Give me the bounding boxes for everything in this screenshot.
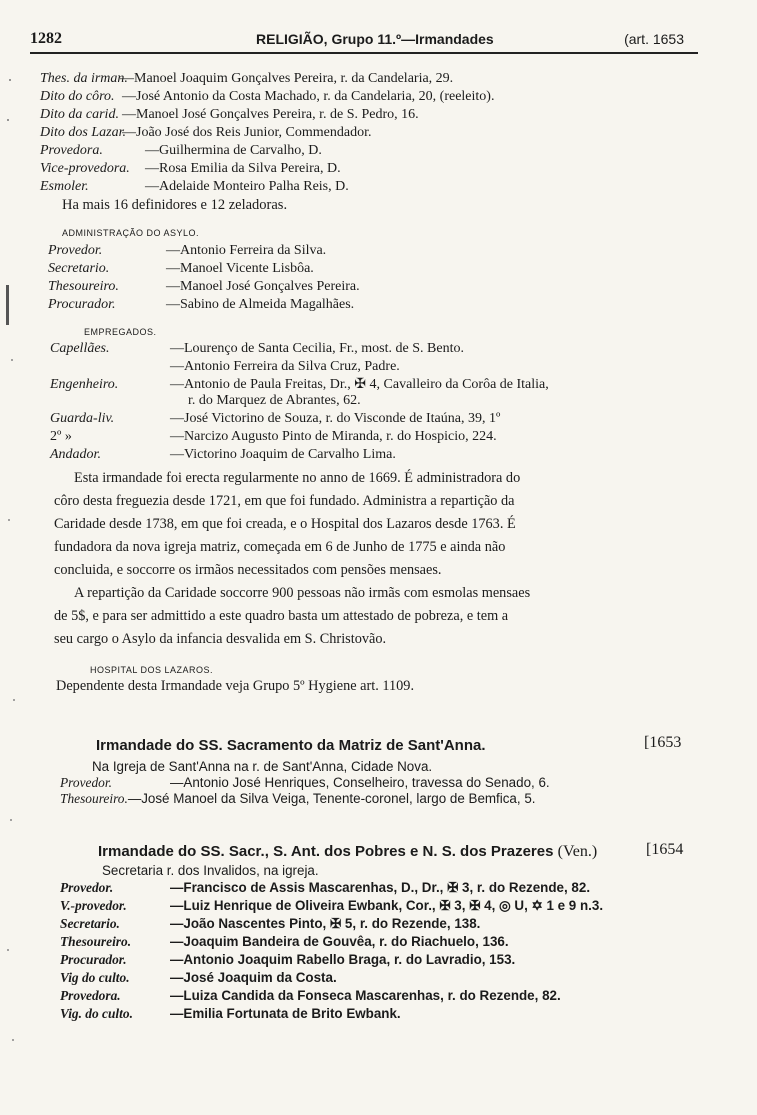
irmandade-subtitle: Secretaria r. dos Invalidos, na igreja.: [102, 863, 319, 878]
definidores-note: Ha mais 16 definidores e 12 zeladoras.: [62, 197, 288, 213]
empregado-row: Engenheiro. —Antonio de Paula Freitas, Dr., ✠ 4, Cavalleiro da Corôa de Italia,: [50, 377, 549, 392]
history-paragraph-line: concluida, e soccorre os irmãos necessitados com pensões mensaes.: [54, 562, 442, 578]
member-row: Provedor. —Francisco de Assis Mascarenhas, D., Dr., ✠ 3, r. do Rezende, 82.: [60, 880, 591, 895]
hospital-heading: HOSPITAL DOS LAZAROS.: [90, 665, 214, 675]
page-number: 1282: [30, 30, 62, 47]
history-paragraph-line: fundadora da nova igreja matriz, começada em 6 de Junho de 1775 e ainda não: [54, 539, 506, 555]
history-paragraph-line: Caridade desde 1738, em que foi creada, e o Hospital dos Lazaros desde 1763. É: [54, 516, 516, 532]
member-row: Thesoureiro. —Joaquim Bandeira de Gouvêa, r. do Riachuelo, 136.: [60, 934, 509, 949]
member-row: Vig do culto. —José Joaquim da Costa.: [60, 970, 337, 985]
hospital-text: Dependente desta Irmandade veja Grupo 5º Hygiene art. 1109.: [56, 678, 415, 694]
asylo-row: Procurador. —Sabino de Almeida Magalhães.: [48, 297, 355, 312]
history-paragraph-line: Esta irmandade foi erecta regularmente no anno de 1669. É administradora do: [74, 470, 521, 486]
empregados-heading: EMPREGADOS.: [84, 327, 157, 337]
member-row: Thesoureiro.—José Manoel da Silva Veiga, Tenente-coronel, largo de Bemfica, 5.: [60, 791, 536, 806]
asylo-row: Provedor. —Antonio Ferreira da Silva.: [48, 243, 327, 258]
officer-row: Vice-provedora. —Rosa Emilia da Silva Pereira, D.: [40, 161, 341, 176]
empregado-row: Guarda-liv. —José Victorino de Souza, r. do Visconde de Itaúna, 39, 1º: [50, 411, 501, 426]
caridade-paragraph-line: seu cargo o Asylo da infancia desvalida em S. Christovão.: [54, 631, 387, 647]
asylo-row: Thesoureiro. —Manoel José Gonçalves Pereira.: [48, 279, 360, 294]
officer-row: Esmoler. —Adelaide Monteiro Palha Reis, D.: [40, 179, 349, 194]
history-paragraph-line: côro desta freguezia desde 1721, em que foi fundado. Administra a repartição da: [54, 493, 515, 509]
caridade-paragraph-line: A repartição da Caridade soccorre 900 pessoas não irmãs com esmolas mensaes: [74, 585, 531, 601]
empregado-row-continuation: r. do Marquez de Abrantes, 62.: [188, 393, 361, 408]
entry-number-1653: [1653: [644, 734, 682, 751]
officer-row: Thes. da irman.—Manoel Joaquim Gonçalves Pereira, r. da Candelaria, 29.: [40, 71, 454, 86]
irmandade-title-1653: Irmandade do SS. Sacramento da Matriz de Sant'Anna.: [96, 737, 486, 754]
empregado-row: 2º » —Narcizo Augusto Pinto de Miranda, r. do Hospicio, 224.: [50, 429, 497, 444]
entry-number-1654: [1654: [646, 841, 684, 858]
article-reference: (art. 1653: [624, 31, 684, 47]
running-title: RELIGIÃO, Grupo 11.º—Irmandades: [256, 31, 494, 47]
empregado-row: —Antonio Ferreira da Silva Cruz, Padre.: [170, 359, 400, 374]
member-row: Vig. do culto. —Emilia Fortunata de Brito Ewbank.: [60, 1006, 401, 1021]
member-row: V.-provedor. —Luiz Henrique de Oliveira Ewbank, Cor., ✠ 3, ✠ 4, ◎ U, ✡ 1 e 9 n.3.: [60, 898, 604, 913]
asylo-row: Secretario. —Manoel Vicente Lisbôa.: [48, 261, 314, 276]
member-row: Secretario. —João Nascentes Pinto, ✠ 5, r. do Rezende, 138.: [60, 916, 481, 931]
irmandade-subtitle: Na Igreja de Sant'Anna na r. de Sant'Anna, Cidade Nova.: [92, 759, 433, 774]
empregado-row: Capellães. —Lourenço de Santa Cecilia, Fr., most. de S. Bento.: [50, 341, 464, 356]
caridade-paragraph-line: de 5$, e para ser admittido a este quadro basta um attestado de pobreza, e tem a: [54, 608, 509, 624]
asylo-heading: ADMINISTRAÇÃO DO ASYLO.: [62, 228, 200, 238]
member-row: Provedor. —Antonio José Henriques, Conselheiro, travessa do Senado, 6.: [60, 775, 550, 790]
officer-row: Dito dos Lazar.—João José dos Reis Junior, Commendador.: [40, 125, 372, 140]
irmandade-title-1654: Irmandade do SS. Sacr., S. Ant. dos Pobres e N. S. dos Prazeres (Ven.): [98, 843, 598, 860]
empregado-row: Andador. —Victorino Joaquim de Carvalho Lima.: [50, 447, 396, 462]
header-rule: [30, 52, 698, 54]
member-row: Procurador. —Antonio Joaquim Rabello Braga, r. do Lavradio, 153.: [60, 952, 516, 967]
margin-speckles: [0, 0, 30, 1115]
officer-row: Dito da carid. —Manoel José Gonçalves Pereira, r. de S. Pedro, 16.: [40, 107, 419, 122]
member-row: Provedora. —Luiza Candida da Fonseca Mascarenhas, r. do Rezende, 82.: [60, 988, 561, 1003]
officer-row: Provedora. —Guilhermina de Carvalho, D.: [40, 143, 322, 158]
officer-row: Dito do côro. —José Antonio da Costa Machado, r. da Candelaria, 20, (reeleito).: [40, 89, 495, 104]
